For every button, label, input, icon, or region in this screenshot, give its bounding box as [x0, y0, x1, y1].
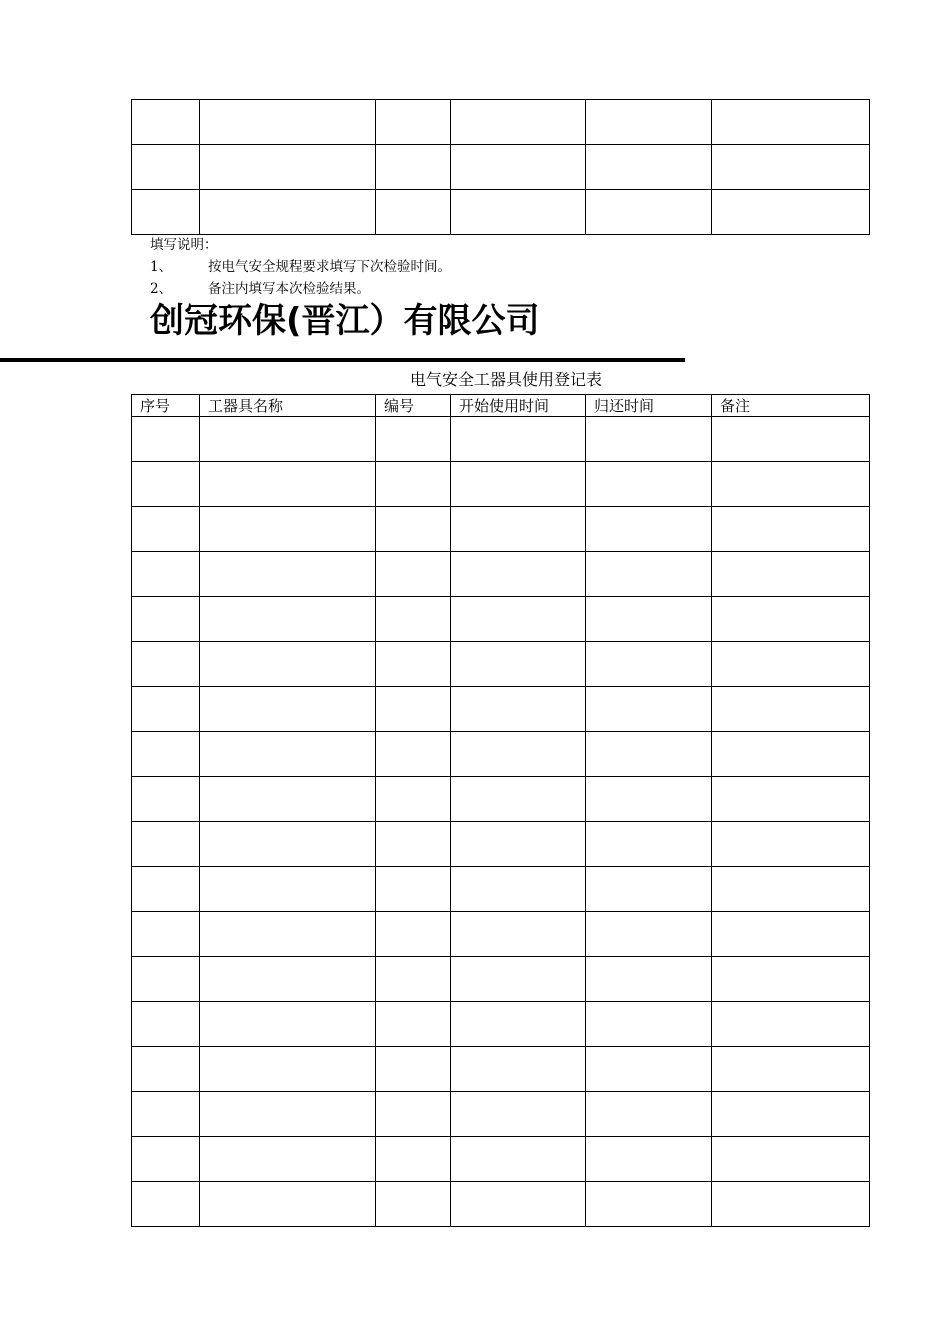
table-cell[interactable]: [586, 1002, 712, 1047]
table-cell[interactable]: [451, 732, 586, 777]
table-cell[interactable]: [586, 957, 712, 1002]
table-cell[interactable]: [200, 190, 376, 235]
table-cell[interactable]: [376, 732, 451, 777]
table-cell[interactable]: [712, 1182, 870, 1227]
table-cell[interactable]: [712, 687, 870, 732]
table-cell[interactable]: [132, 957, 200, 1002]
table-row: [132, 957, 870, 1002]
table-cell[interactable]: [376, 1182, 451, 1227]
table-cell[interactable]: [712, 462, 870, 507]
table-cell[interactable]: [376, 552, 451, 597]
table-row: [132, 1047, 870, 1092]
table-cell[interactable]: [451, 597, 586, 642]
table-row: [132, 507, 870, 552]
table-cell[interactable]: [132, 462, 200, 507]
table-cell[interactable]: [451, 957, 586, 1002]
table-cell[interactable]: [376, 507, 451, 552]
table-cell[interactable]: [200, 1092, 376, 1137]
table-cell[interactable]: [712, 1137, 870, 1182]
instruction-text: 按电气安全规程要求填写下次检验时间。: [208, 259, 451, 275]
table-cell[interactable]: [451, 1092, 586, 1137]
table-cell[interactable]: [132, 1182, 200, 1227]
table-cell[interactable]: [200, 777, 376, 822]
table-cell[interactable]: [712, 732, 870, 777]
form-title: 电气安全工器具使用登记表: [410, 370, 603, 389]
table-cell[interactable]: [586, 822, 712, 867]
table-cell[interactable]: [376, 417, 451, 462]
table-row: [132, 777, 870, 822]
table-cell[interactable]: [712, 642, 870, 687]
table-cell[interactable]: [586, 732, 712, 777]
table-cell[interactable]: [451, 1047, 586, 1092]
table-cell[interactable]: [200, 597, 376, 642]
table-cell[interactable]: [586, 190, 712, 235]
table-cell[interactable]: [451, 1002, 586, 1047]
table-cell[interactable]: [200, 552, 376, 597]
table-cell[interactable]: [200, 1047, 376, 1092]
table-cell[interactable]: [200, 145, 376, 190]
table-cell[interactable]: [200, 687, 376, 732]
table-cell[interactable]: [376, 642, 451, 687]
header-tool-name: 工器具名称: [200, 395, 376, 417]
table-cell[interactable]: [712, 867, 870, 912]
table-cell[interactable]: [200, 867, 376, 912]
instruction-number: 1、: [150, 259, 173, 275]
table-row: [132, 552, 870, 597]
table-cell[interactable]: [132, 912, 200, 957]
table-cell[interactable]: [712, 1002, 870, 1047]
table-row: [132, 190, 870, 235]
table-cell[interactable]: [200, 957, 376, 1002]
table-cell[interactable]: [451, 777, 586, 822]
table-cell[interactable]: [132, 100, 200, 145]
table-cell[interactable]: [376, 957, 451, 1002]
table-cell[interactable]: [376, 190, 451, 235]
table-cell[interactable]: [376, 822, 451, 867]
table-cell[interactable]: [376, 777, 451, 822]
table-cell[interactable]: [586, 912, 712, 957]
table-cell[interactable]: [712, 1092, 870, 1137]
table-cell[interactable]: [132, 822, 200, 867]
table-cell[interactable]: [132, 507, 200, 552]
instruction-item-1: [150, 256, 451, 278]
table-cell[interactable]: [451, 642, 586, 687]
table-row: [132, 732, 870, 777]
table-cell[interactable]: [586, 145, 712, 190]
table-cell[interactable]: [586, 777, 712, 822]
table-cell[interactable]: [376, 145, 451, 190]
header-code: 编号: [376, 395, 451, 417]
instructions-heading: 填写说明：: [150, 237, 218, 253]
table-cell[interactable]: [712, 507, 870, 552]
table-cell[interactable]: [132, 552, 200, 597]
table-cell[interactable]: [200, 100, 376, 145]
table-cell[interactable]: [586, 100, 712, 145]
table-row: [132, 822, 870, 867]
table-row: [132, 642, 870, 687]
table-cell[interactable]: [451, 912, 586, 957]
table-cell[interactable]: [451, 417, 586, 462]
table-cell[interactable]: [132, 190, 200, 235]
company-name: 创冠环保(晋江）有限公司: [150, 301, 540, 341]
table-cell[interactable]: [132, 1092, 200, 1137]
table-cell[interactable]: [200, 642, 376, 687]
table-cell[interactable]: [586, 1047, 712, 1092]
table-cell[interactable]: [132, 777, 200, 822]
header-return-time: 归还时间: [586, 395, 712, 417]
table-cell[interactable]: [132, 1137, 200, 1182]
table-cell[interactable]: [451, 552, 586, 597]
tool-usage-register-table: [131, 394, 870, 1227]
table-row: [132, 462, 870, 507]
table-cell[interactable]: [200, 417, 376, 462]
table-cell[interactable]: [376, 912, 451, 957]
table-cell[interactable]: [712, 1047, 870, 1092]
table-cell[interactable]: [712, 100, 870, 145]
table-cell[interactable]: [376, 1002, 451, 1047]
table-row: [132, 597, 870, 642]
table-cell[interactable]: [200, 462, 376, 507]
header-remarks: 备注: [712, 395, 870, 417]
table-row: [132, 417, 870, 462]
table-cell[interactable]: [712, 777, 870, 822]
table-cell[interactable]: [132, 1047, 200, 1092]
table-cell[interactable]: [376, 1092, 451, 1137]
table-cell[interactable]: [451, 145, 586, 190]
table-cell[interactable]: [586, 597, 712, 642]
table-cell[interactable]: [376, 867, 451, 912]
previous-form-table: [131, 99, 870, 235]
table-cell[interactable]: [586, 642, 712, 687]
table-cell[interactable]: [586, 507, 712, 552]
table-cell[interactable]: [712, 597, 870, 642]
table-cell[interactable]: [712, 912, 870, 957]
table-row: [132, 1137, 870, 1182]
table-cell[interactable]: [200, 507, 376, 552]
table-cell[interactable]: [451, 100, 586, 145]
table-cell[interactable]: [376, 100, 451, 145]
table-cell[interactable]: [200, 1002, 376, 1047]
table-row: [132, 687, 870, 732]
table-cell[interactable]: [200, 1182, 376, 1227]
table-cell[interactable]: [451, 190, 586, 235]
table-row: [132, 1002, 870, 1047]
table-cell[interactable]: [451, 507, 586, 552]
table-row: [132, 1182, 870, 1227]
table-cell[interactable]: [586, 552, 712, 597]
table-cell[interactable]: [451, 687, 586, 732]
table-cell[interactable]: [376, 1137, 451, 1182]
instruction-number: 2、: [150, 281, 173, 297]
table-cell[interactable]: [132, 597, 200, 642]
header-serial-number: 序号: [132, 395, 200, 417]
table-cell[interactable]: [451, 822, 586, 867]
fill-instructions: [150, 234, 451, 300]
table-cell[interactable]: [132, 417, 200, 462]
table-cell[interactable]: [200, 1137, 376, 1182]
table-cell[interactable]: [376, 462, 451, 507]
table-cell[interactable]: [712, 552, 870, 597]
table-row: [132, 145, 870, 190]
table-row: [132, 100, 870, 145]
table-cell[interactable]: [132, 642, 200, 687]
instruction-text: 备注内填写本次检验结果。: [208, 281, 370, 297]
table-cell[interactable]: [712, 190, 870, 235]
table-row: [132, 912, 870, 957]
table-cell[interactable]: [451, 1137, 586, 1182]
table-cell[interactable]: [586, 687, 712, 732]
table-cell[interactable]: [132, 1002, 200, 1047]
instruction-item-2: [150, 278, 451, 300]
table-cell[interactable]: [712, 957, 870, 1002]
table-cell[interactable]: [132, 732, 200, 777]
table-cell[interactable]: [132, 687, 200, 732]
table-cell[interactable]: [712, 822, 870, 867]
table-cell[interactable]: [132, 145, 200, 190]
table-cell[interactable]: [376, 687, 451, 732]
table-cell[interactable]: [586, 417, 712, 462]
table-cell[interactable]: [586, 1182, 712, 1227]
table-cell[interactable]: [376, 1047, 451, 1092]
table-row: [132, 867, 870, 912]
table-cell[interactable]: [132, 867, 200, 912]
table-row: [132, 1092, 870, 1137]
table-cell[interactable]: [451, 867, 586, 912]
table-cell[interactable]: [712, 417, 870, 462]
table-cell[interactable]: [200, 732, 376, 777]
table-header-row: [132, 395, 870, 417]
table-cell[interactable]: [712, 145, 870, 190]
table-cell[interactable]: [451, 1182, 586, 1227]
table-cell[interactable]: [586, 462, 712, 507]
header-start-time: 开始使用时间: [451, 395, 586, 417]
header-rule: [0, 358, 685, 362]
table-cell[interactable]: [200, 822, 376, 867]
table-cell[interactable]: [586, 1137, 712, 1182]
table-cell[interactable]: [451, 462, 586, 507]
table-cell[interactable]: [200, 912, 376, 957]
table-cell[interactable]: [586, 1092, 712, 1137]
table-cell[interactable]: [376, 597, 451, 642]
table-cell[interactable]: [586, 867, 712, 912]
